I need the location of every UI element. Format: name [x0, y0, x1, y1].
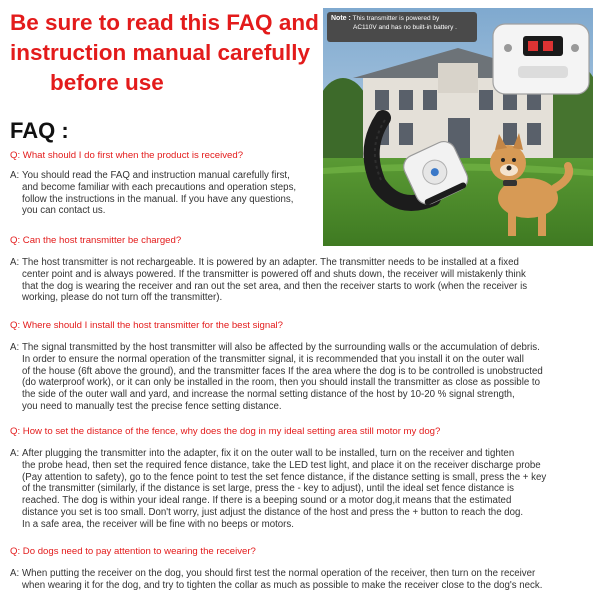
answer-line: follow the instructions in the manual. If you have any questions,	[22, 193, 294, 205]
answer-prefix: A:	[10, 342, 20, 353]
faq-title: FAQ :	[10, 118, 69, 143]
answer-line: that the dog is wearing the receiver and ran out the set area, and then the receiver starts to work (when the receiver is	[22, 280, 528, 292]
answer-line: (do waterproof work), or it can only be installed in the room, then you should install the transmitter as close as possible to	[22, 377, 541, 389]
answer-line: In order to ensure the normal operation of the transmitter signal, it is recommended that you install it on the outer wall	[22, 353, 524, 365]
faq-answer-2	[10, 257, 595, 304]
answer-line: In a safe area, the receiver will be fine with no beeps or motors.	[22, 518, 294, 530]
faq-question-3: Q: Where should I install the host transmitter for the best signal?	[10, 320, 284, 331]
faq-answer-1	[10, 170, 322, 217]
note-text-line-2: AC110V and has no built-in battery .	[353, 23, 457, 31]
product-photo-illustration	[323, 8, 593, 246]
answer-line: when wearing it for the dog, and try to tighten the collar as much as possible to make the receiver close to the dog's neck.	[22, 579, 543, 591]
answer-line: distance you set is too small. Don't worry, just adjust the distance of the host and press the + button to reach the dog.	[22, 506, 524, 518]
headline	[10, 8, 325, 98]
note-text-line-1: This transmitter is powered by	[352, 15, 440, 22]
answer-line: When putting the receiver on the dog, you should first test the normal operation of the receiver, then turn on the receiver	[22, 568, 536, 579]
answer-line: The host transmitter is not rechargeable. It is powered by an adapter. The transmitter needs to be installed at a fixed	[22, 257, 519, 268]
headline-line-3: before use	[50, 70, 164, 95]
answer-line: the probe head, then set the required fence distance, take the LED test light, and place it on the receiver discharge probe	[22, 459, 541, 471]
product-photo	[323, 8, 593, 246]
answer-prefix: A:	[10, 170, 20, 181]
note-box	[327, 12, 477, 42]
faq-answer-5	[10, 568, 595, 592]
answer-line: The signal transmitted by the host transmitter will also be affected by the surrounding walls or the accumulation of debris.	[22, 342, 540, 353]
answer-line: you can contact us.	[22, 205, 106, 217]
answer-line: of the transmitter (similarly, if the distance is set large, press the - key to adjust), until the ideal set fence distance is	[22, 483, 514, 495]
headline-line-2: instruction manual carefully	[10, 40, 311, 65]
answer-line: After plugging the transmitter into the adapter, fix it on the outer wall to be installed, turn on the receiver and tighten	[22, 448, 515, 459]
answer-prefix: A:	[10, 568, 20, 579]
answer-prefix: A:	[10, 257, 20, 268]
faq-answer-4	[10, 448, 595, 531]
faq-question-1: Q: What should I do first when the product is received?	[10, 150, 244, 161]
headline-line-1: Be sure to read this FAQ and	[10, 10, 319, 35]
answer-line: reached. The dog is within your ideal range. If there is a beeping sound or a motor dog,it means that the estimated	[22, 495, 512, 507]
faq-question-2: Q: Can the host transmitter be charged?	[10, 235, 182, 246]
faq-question-4: Q: How to set the distance of the fence, why does the dog in my ideal setting area still motor my dog?	[10, 426, 441, 437]
answer-line: you need to manually test the precise fence setting distance.	[22, 400, 282, 412]
answer-line: You should read the FAQ and instruction manual carefully first,	[22, 170, 290, 181]
answer-prefix: A:	[10, 448, 20, 459]
note-label: Note :	[331, 15, 351, 22]
answer-line: (Pay attention to safety), go to the fence point to test the set fence distance, if the distance setting is small, press the + key	[22, 471, 547, 483]
answer-line: working, please do not turn off the transmitter).	[22, 292, 223, 304]
faq-question-5: Q: Do dogs need to pay attention to wearing the receiver?	[10, 546, 256, 557]
faq-answer-3	[10, 342, 595, 413]
answer-line: center point and is always powered. If the transmitter is powered off and shuts down, the receiver will mistakenly think	[22, 268, 526, 280]
answer-line: and become familiar with each precautions and operation steps,	[22, 181, 297, 193]
answer-line: the side of the outer wall and yard, and increase the normal setting distance of the host by 10-20 % signal strength,	[22, 389, 515, 401]
answer-line: of the house (6ft above the ground), and the transmitter faces If the area where the dog is to be controlled is unobstructed	[22, 365, 543, 377]
